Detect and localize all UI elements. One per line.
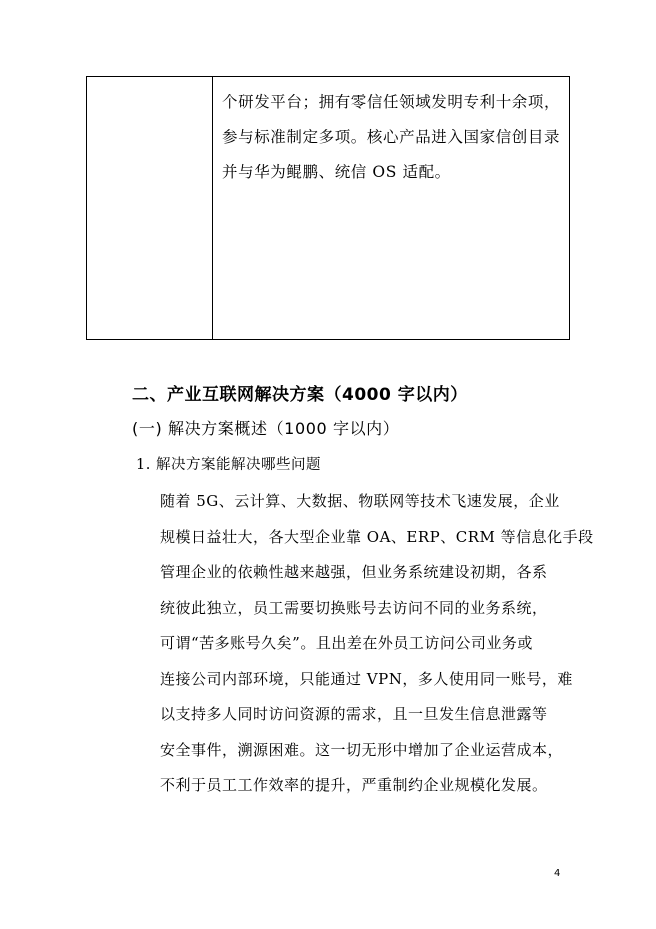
table-right-cell bbox=[214, 77, 569, 190]
table-text-line: 个研发平台；拥有零信任领域发明专利十余项， bbox=[222, 93, 561, 111]
paragraph-line: 管理企业的依赖性越来越强，但业务系统建设初期，各系 bbox=[160, 563, 548, 581]
page-number: 4 bbox=[554, 868, 561, 879]
table-text-line: 参与标准制定多项。核心产品进入国家信创目录 bbox=[222, 128, 561, 146]
body-paragraph bbox=[160, 484, 594, 804]
paragraph-line: 安全事件，溯源困难。这一切无形中增加了企业运营成本， bbox=[160, 740, 564, 759]
table-text-line: 并与华为鲲鹏、统信 OS 适配。 bbox=[222, 163, 451, 181]
paragraph-line: 规模日益壮大，各大型企业靠 OA、ERP、CRM 等信息化手段 bbox=[160, 527, 594, 546]
info-table bbox=[86, 76, 570, 340]
paragraph-line: 不利于员工工作效率的提升，严重制约企业规模化发展。 bbox=[160, 776, 548, 794]
paragraph-line: 可谓“苦多账号久矣”。且出差在外员工访问公司业务或 bbox=[160, 634, 533, 652]
section-heading: 二、产业互联网解决方案（4000 字以内） bbox=[132, 385, 468, 405]
item-heading: 1. 解决方案能解决哪些问题 bbox=[136, 457, 321, 473]
table-left-cell bbox=[87, 77, 213, 339]
paragraph-line: 连接公司内部环境，只能通过 VPN，多人使用同一账号，难 bbox=[160, 669, 573, 688]
paragraph-line: 统彼此独立，员工需要切换账号去访问不同的业务系统， bbox=[160, 598, 548, 617]
subsection-heading: (一) 解决方案概述（1000 字以内） bbox=[132, 419, 400, 438]
paragraph-line: 随着 5G、云计算、大数据、物联网等技术飞速发展，企业 bbox=[160, 492, 560, 510]
paragraph-line: 以支持多人同时访问资源的需求，且一旦发生信息泄露等 bbox=[160, 705, 548, 723]
